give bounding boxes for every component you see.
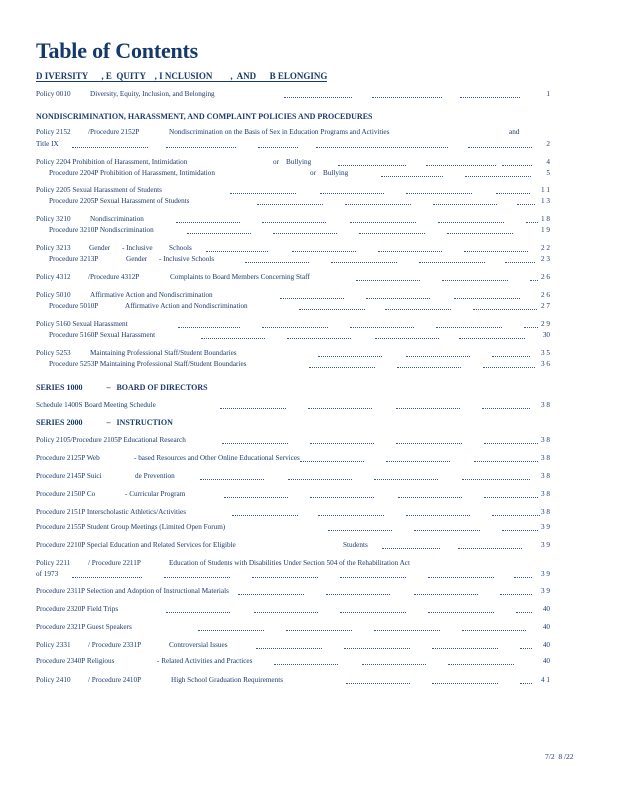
toc-entry[interactable]	[36, 290, 550, 301]
dot-leader	[300, 461, 364, 462]
dot-leader	[396, 443, 462, 444]
dot-leader	[220, 408, 286, 409]
dot-leader	[359, 233, 425, 234]
dot-leader	[484, 497, 538, 498]
dot-leader	[366, 298, 430, 299]
dot-leader	[492, 356, 530, 357]
toc-entry-page-number: 2 6	[541, 273, 550, 281]
dot-leader	[473, 309, 537, 310]
toc-entry-text: - Related Activities and Practices	[157, 657, 253, 665]
toc-entry[interactable]	[36, 522, 550, 533]
toc-entry[interactable]	[36, 348, 550, 359]
toc-entry-text: Procedure 2125P Web	[36, 454, 100, 462]
section-heading-nondiscrimination: NONDISCRIMINATION, HARASSMENT, AND COMPLAINT POLICIES AND PROCEDURES	[36, 112, 373, 121]
dot-leader	[310, 443, 374, 444]
toc-entry-text: Procedure 2151P Interscholastic Athletics/Activities	[36, 508, 187, 516]
dot-leader	[331, 262, 397, 263]
dot-leader	[187, 233, 251, 234]
toc-entry-page-number: 40	[542, 641, 550, 649]
toc-entry-text: Policy 2211	[36, 559, 71, 567]
toc-entry-page-number: 3 9	[541, 587, 550, 595]
toc-entry-text: Complaints to Board Members Concerning Staff	[170, 273, 310, 281]
toc-entry-page-number: 3 9	[541, 541, 550, 549]
dot-leader	[375, 338, 439, 339]
toc-entry-text: - Inclusive	[122, 244, 153, 252]
toc-entry-text: de Prevention	[135, 472, 175, 480]
dot-leader	[458, 548, 522, 549]
toc-entry-text: /Procedure 4312P	[88, 273, 140, 281]
toc-entry-text: Controversial Issues	[169, 641, 228, 649]
dot-leader	[483, 367, 535, 368]
toc-entry-page-number: 2 9	[541, 320, 550, 328]
dot-leader	[502, 530, 538, 531]
page-footer-date: 7/2 8 /22	[545, 752, 574, 761]
toc-entry-page-number: 5	[546, 169, 550, 177]
toc-entry[interactable]	[36, 675, 550, 686]
toc-entry-page-number: 2 6	[541, 291, 550, 299]
toc-entry-text: Affirmative Action and Nondiscrimination	[90, 291, 213, 299]
toc-entry[interactable]	[36, 540, 550, 551]
toc-entry[interactable]	[36, 157, 550, 168]
dot-leader	[254, 612, 318, 613]
toc-entry[interactable]	[36, 604, 550, 615]
toc-entry-text: Procedure 2155P Student Group Meetings (Limited Open Forum)	[36, 523, 226, 531]
dot-leader	[381, 176, 443, 177]
toc-entry[interactable]	[36, 489, 550, 500]
dot-leader	[438, 222, 504, 223]
toc-entry-page-number: 3 6	[541, 360, 550, 368]
toc-entry-text: - Inclusive Schools	[159, 255, 215, 263]
dot-leader	[414, 530, 480, 531]
dot-leader	[482, 408, 530, 409]
dot-leader	[72, 147, 148, 148]
dot-leader	[245, 262, 309, 263]
dot-leader	[520, 648, 532, 649]
dot-leader	[238, 594, 304, 595]
dot-leader	[382, 548, 440, 549]
dot-leader	[344, 648, 410, 649]
toc-entry-text: Policy 4312	[36, 273, 71, 281]
toc-entry[interactable]	[36, 185, 550, 196]
toc-entry-text: - based Resources and Other Online Educational Services	[134, 454, 300, 462]
dot-leader	[166, 612, 230, 613]
toc-entry-page-number: 2 7	[541, 302, 550, 310]
toc-entry-text: Procedure 2210P Special Education and Related Services for Eligible	[36, 541, 236, 549]
dot-leader	[176, 222, 240, 223]
toc-entry-text: Policy 2205 Sexual Harassment of Students	[36, 186, 162, 194]
toc-entry-page-number: 3 9	[541, 523, 550, 531]
toc-entry[interactable]	[36, 89, 550, 100]
dot-leader	[465, 176, 531, 177]
toc-entry-text: Procedure 3213P	[49, 255, 99, 263]
dot-leader	[292, 251, 356, 252]
dot-leader	[310, 497, 374, 498]
toc-entry[interactable]	[36, 453, 550, 464]
dot-leader	[284, 97, 352, 98]
dot-leader	[224, 497, 288, 498]
dot-leader	[436, 327, 502, 328]
dot-leader	[299, 309, 365, 310]
section-heading-series-1000: SERIES 1000 – BOARD OF DIRECTORS	[36, 383, 208, 392]
dot-leader	[166, 147, 236, 148]
toc-entry-page-number: 3 8	[541, 454, 550, 462]
toc-entry-text: / Procedure 2410P	[88, 676, 142, 684]
toc-entry-page-number: 4 1	[541, 676, 550, 684]
dot-leader	[308, 408, 372, 409]
toc-entry-text: Education of Students with Disabilities Under Section 504 of the Rehabilitation Act	[169, 559, 410, 567]
dot-leader	[340, 577, 406, 578]
dot-leader	[200, 479, 264, 480]
dot-leader	[252, 577, 318, 578]
dot-leader	[520, 683, 532, 684]
toc-entry[interactable]	[36, 586, 550, 597]
toc-entry-page-number: 2 3	[541, 255, 550, 263]
toc-entry-page-number: 3 8	[541, 508, 550, 516]
dot-leader	[164, 577, 230, 578]
dot-leader	[454, 298, 520, 299]
dot-leader	[274, 664, 338, 665]
toc-entry-page-number: 1 8	[541, 215, 550, 223]
dot-leader	[396, 408, 460, 409]
toc-entry-text: Policy 2410	[36, 676, 71, 684]
dot-leader	[318, 356, 382, 357]
toc-entry-text: / Procedure 2331P	[88, 641, 142, 649]
dot-leader	[433, 204, 497, 205]
dot-leader	[406, 356, 470, 357]
toc-entry-text: Procedure 2150P Co	[36, 490, 96, 498]
toc-entry-text: Procedure 3210P Nondiscrimination	[49, 226, 154, 234]
toc-entry-text: Procedure 2204P	[49, 169, 99, 177]
dot-leader	[460, 97, 520, 98]
toc-entry-text: Bullying	[323, 169, 349, 177]
dot-leader	[338, 165, 406, 166]
toc-entry-text: Policy 2204 Prohibition of Harassment, Intimidation	[36, 158, 188, 166]
dot-leader	[432, 648, 498, 649]
dot-leader	[374, 479, 438, 480]
dot-leader	[280, 298, 344, 299]
toc-entry-page-number: 1 1	[541, 186, 550, 194]
toc-entry[interactable]	[36, 507, 550, 518]
toc-entry[interactable]	[36, 569, 550, 580]
toc-entry-text: Procedure 2321P Gues	[36, 623, 102, 631]
toc-entry[interactable]	[36, 622, 550, 633]
dot-leader	[340, 612, 406, 613]
dot-leader	[462, 479, 530, 480]
toc-entry-text: or	[310, 169, 316, 177]
dot-leader	[350, 327, 414, 328]
dot-leader	[372, 97, 442, 98]
toc-entry-text: or	[273, 158, 279, 166]
toc-entry-page-number: 4	[546, 158, 550, 166]
toc-entry-text: Schools	[169, 244, 192, 252]
dot-leader	[496, 193, 530, 194]
toc-entry[interactable]	[36, 214, 550, 225]
dot-leader	[178, 327, 240, 328]
toc-entry-text: Policy 2331	[36, 641, 71, 649]
toc-entry-text: /Procedure 2152P	[88, 128, 140, 136]
dot-leader	[273, 233, 337, 234]
toc-entry-text: Procedure 5160P Sexual Harassment	[49, 331, 156, 339]
dot-leader	[346, 683, 410, 684]
toc-entry-text: Procedure 5253P Maintaining Professional Staff/Student Boundaries	[49, 360, 247, 368]
section-heading-series-2000: SERIES 2000 – INSTRUCTION	[36, 418, 173, 427]
dot-leader	[72, 577, 142, 578]
dot-leader	[526, 222, 538, 223]
toc-entry[interactable]	[49, 330, 550, 341]
dot-leader	[222, 443, 288, 444]
dot-leader	[378, 251, 442, 252]
toc-entry-page-number: 3 5	[541, 349, 550, 357]
dot-leader	[464, 251, 528, 252]
toc-entry[interactable]	[36, 400, 550, 411]
toc-entry-text: Gender	[89, 244, 111, 252]
toc-entry[interactable]	[36, 471, 550, 482]
dot-leader	[442, 280, 508, 281]
dot-leader	[262, 327, 328, 328]
dot-leader	[406, 193, 472, 194]
toc-entry-text: Procedure 2145P Suici	[36, 472, 102, 480]
dot-leader	[256, 648, 322, 649]
toc-entry[interactable]	[36, 127, 550, 138]
dot-leader	[406, 515, 470, 516]
dot-leader	[326, 594, 390, 595]
toc-entry[interactable]	[36, 319, 550, 330]
toc-entry-text: - Curricular Program	[125, 490, 186, 498]
dot-leader	[206, 251, 268, 252]
toc-entry-text: Policy 3210	[36, 215, 71, 223]
dot-leader	[385, 309, 451, 310]
dot-leader	[459, 338, 525, 339]
dot-leader	[262, 222, 326, 223]
dot-leader	[198, 630, 264, 631]
toc-entry-text: and	[509, 128, 520, 136]
toc-entry-page-number: 40	[542, 657, 550, 665]
toc-entry-text: Gender	[126, 255, 148, 263]
toc-entry-page-number: 3 8	[541, 401, 550, 409]
dot-leader	[201, 338, 265, 339]
toc-entry-text: Policy 5160 Sexual Harassment	[36, 320, 128, 328]
dot-leader	[484, 443, 538, 444]
dot-leader	[386, 461, 450, 462]
page-title: Table of Contents	[36, 38, 199, 63]
dot-leader	[318, 515, 384, 516]
toc-entry[interactable]	[36, 139, 550, 150]
dot-leader	[502, 165, 532, 166]
toc-entry-page-number: 2 2	[541, 244, 550, 252]
dot-leader	[258, 147, 298, 148]
dot-leader	[287, 338, 351, 339]
toc-entry[interactable]	[36, 558, 550, 569]
toc-entry-text: Procedure 5010P	[49, 302, 99, 310]
toc-entry-text: Schedule 1400S Board Meeting Schedule	[36, 401, 156, 409]
dot-leader	[505, 262, 535, 263]
toc-entry-page-number: 40	[542, 623, 550, 631]
toc-entry-text: Procedure 2205P Sexual Harassment of Students	[49, 197, 190, 205]
toc-entry[interactable]	[49, 196, 550, 207]
toc-entry[interactable]	[36, 272, 550, 283]
toc-entry[interactable]	[36, 435, 550, 446]
dot-leader	[447, 233, 513, 234]
toc-entry[interactable]	[36, 656, 550, 667]
dot-leader	[462, 630, 526, 631]
dot-leader	[500, 594, 532, 595]
toc-entry-text: Procedure 2320P Field Trips	[36, 605, 119, 613]
dot-leader	[374, 630, 440, 631]
toc-entry[interactable]	[49, 225, 550, 236]
dot-leader	[362, 664, 426, 665]
toc-entry-page-number: 1 9	[541, 226, 550, 234]
dot-leader	[428, 577, 494, 578]
dot-leader	[468, 147, 532, 148]
toc-entry-page-number: 3 9	[541, 570, 550, 578]
dot-leader	[309, 367, 375, 368]
dot-leader	[524, 327, 538, 328]
toc-entry-text: Nondiscrimination on the Basis of Sex in Education Programs and Activities	[169, 128, 390, 136]
toc-entry-text: / Procedure 2211P	[88, 559, 141, 567]
toc-entry[interactable]	[49, 359, 550, 370]
dot-leader	[257, 204, 323, 205]
dot-leader	[492, 515, 540, 516]
dot-leader	[356, 280, 420, 281]
dot-leader	[428, 612, 494, 613]
dot-leader	[419, 262, 485, 263]
toc-entry-text: Policy 2152	[36, 128, 71, 136]
toc-entry-text: Policy 5253	[36, 349, 71, 357]
toc-entry[interactable]	[36, 243, 550, 254]
dot-leader	[517, 204, 535, 205]
toc-entry-text: Diversity, Equity, Inclusion, and Belonging	[90, 90, 215, 98]
toc-entry-page-number: 1 3	[541, 197, 550, 205]
toc-section-heading-deib: D IVERSITY , E QUITY , I NCLUSION , AND B ELONGING	[36, 71, 328, 81]
toc-entry-text: Maintaining Professional Staff/Student Boundaries	[90, 349, 237, 357]
dot-leader	[328, 530, 392, 531]
toc-entry-page-number: 3 8	[541, 472, 550, 480]
toc-entry-page-number: 40	[542, 605, 550, 613]
toc-entry-text: Prohibition of Harassment, Intimidation	[100, 169, 215, 177]
dot-leader	[414, 594, 478, 595]
toc-entry-text: High School Graduation Requirements	[171, 676, 283, 684]
dot-leader	[345, 204, 411, 205]
dot-leader	[474, 461, 538, 462]
dot-leader	[448, 664, 514, 665]
toc-entry-text: Title IX	[36, 140, 59, 148]
toc-entry[interactable]	[36, 640, 550, 651]
toc-entry-text: Policy 3213	[36, 244, 71, 252]
toc-entry[interactable]	[49, 254, 550, 265]
dot-leader	[514, 577, 532, 578]
dot-leader	[316, 147, 448, 148]
toc-entry-page-number: 3 8	[541, 490, 550, 498]
toc-entry[interactable]	[49, 301, 550, 312]
dot-leader	[426, 165, 496, 166]
dot-leader	[230, 193, 296, 194]
dot-leader	[232, 515, 298, 516]
toc-entry-page-number: 3 8	[541, 436, 550, 444]
dot-leader	[288, 479, 352, 480]
toc-entry-text: t Speakers	[102, 623, 132, 631]
dot-leader	[516, 612, 532, 613]
dot-leader	[530, 280, 538, 281]
toc-entry-text: Policy 2105/Procedure 2105P Educational Research	[36, 436, 186, 444]
toc-entry-page-number: 1	[546, 90, 550, 98]
toc-entry-text: Students	[343, 541, 368, 549]
toc-entry-text: Nondiscrimination	[90, 215, 144, 223]
toc-entry-text: Affirmative Action and Nondiscrimination	[125, 302, 248, 310]
toc-entry-text: Policy 0010	[36, 90, 71, 98]
dot-leader	[320, 193, 384, 194]
dot-leader	[350, 222, 416, 223]
toc-entry-text: Procedure 2311P Selection and Adoption of Instructional Materials	[36, 587, 229, 595]
toc-entry-text: Procedure 2340P Religious	[36, 657, 115, 665]
toc-entry-page-number: 30	[542, 331, 550, 339]
toc-entry-text: Policy 5010	[36, 291, 71, 299]
dot-leader	[397, 367, 461, 368]
dot-leader	[432, 683, 498, 684]
toc-entry-text: Bullying	[286, 158, 312, 166]
toc-entry-page-number: 2	[546, 140, 550, 148]
dot-leader	[398, 497, 462, 498]
dot-leader	[286, 630, 352, 631]
toc-entry[interactable]	[49, 168, 550, 179]
toc-entry-text: of 1973	[36, 570, 59, 578]
